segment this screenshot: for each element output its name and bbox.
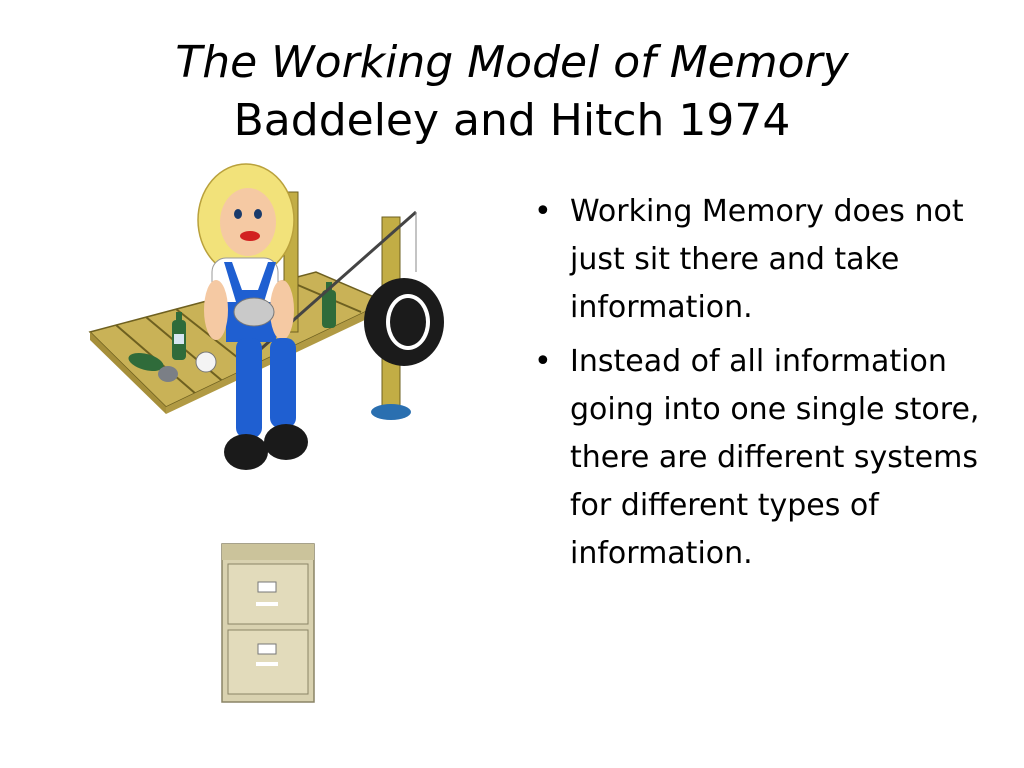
bullet-text: Instead of all information going into one single store, there are different systems for different types of information. <box>570 344 980 571</box>
bullet-text: Working Memory does not just sit there and take information. <box>570 194 964 325</box>
slide-title: The Working Model of Memory <box>175 37 849 88</box>
bullet-icon: • <box>534 344 552 379</box>
slide-subtitle: Baddeley and Hitch 1974 <box>233 95 791 146</box>
cabinet-drawer-top <box>228 564 308 624</box>
cabinet-drawer-bottom <box>228 630 308 694</box>
title-block <box>0 34 1024 150</box>
bullet-icon: • <box>534 194 552 229</box>
filing-cabinet-image <box>218 540 318 706</box>
bullet-item <box>528 188 998 332</box>
fishing-woman-image <box>86 162 450 492</box>
tire <box>364 278 444 366</box>
bullet-item <box>528 338 998 578</box>
woman-figure <box>198 164 308 470</box>
bullet-list <box>528 188 998 584</box>
